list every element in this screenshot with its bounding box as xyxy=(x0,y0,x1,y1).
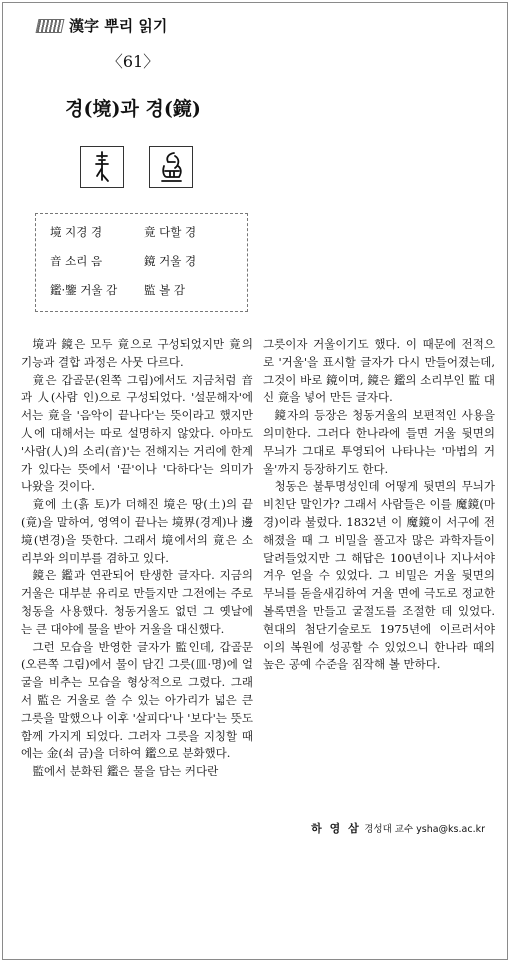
glossary-item: 監 볼 감 xyxy=(144,283,186,297)
glossary-item: 鑑·鑒 거울 감 xyxy=(50,283,118,297)
article-paragraph: 鏡자의 등장은 청동거울의 보편적인 사용을 의미한다. 그러다 한나라에 들면 거울 뒷면의 무늬가 그대로 투영되어 나타나는 '마법의 거울'까지 등장하기도 한다. xyxy=(263,408,495,476)
article-column-right xyxy=(263,336,495,674)
article-paragraph: 鏡은 鑑과 연관되어 탄생한 글자다. 지금의 거울은 대부분 유리로 만들지만 그전에는 주로 청동을 사용했다. 청동거울도 없던 그 옛날에는 큰 대야에 물을 받아 거울을 대신했다. xyxy=(21,568,253,636)
article-paragraph: 청동은 불투명성인데 어떻게 뒷면의 무늬가 비친단 말인가? 그래서 사람들은 이를 魔鏡(마경)이라 불렀다. 1832년 이 魔鏡이 서구에 전해졌을 때 그 비밀을 풀고자 많은 과학자들이 달려들었지만 그 해답은 100년이나 지나서야 겨우 얻을 수 있었다. 그 비밀은 거울 뒷면의 무늬를 돋을새김하여 거울 면에 극도로 정교한 볼록면을 만들고 굴절도를 조절한 데 있었다. 현대의 첨단기술로도 1975년에 이르러서야 이의 복원에 성공할 수 있었으니 한나라 때의 높은 공예 수준을 짐작해 볼 만하다. xyxy=(263,479,495,672)
article-frame xyxy=(2,2,508,960)
headline: 경(境)과 경(鏡) xyxy=(65,98,201,120)
issue-number: 〈61〉 xyxy=(106,52,160,71)
article-paragraph: 그런 모습을 반영한 글자가 監인데, 갑골문(오른쪽 그림)에서 물이 담긴 그릇(皿·명)에 얼굴을 비추는 모습을 형상적으로 그렸다. 그래서 監은 거울로 쓸 수 있는 아가리가 넓은 큰 그릇을 말했으나 이후 '살피다'나 '보다'는 뜻도 함께 가지게 되었다. 그러자 그릇을 지칭할 때에는 金(쇠 금)을 더하여 鑑으로 분화했다. xyxy=(21,639,253,761)
article-paragraph: 境과 鏡은 모두 竟으로 구성되었지만 竟의 기능과 결합 과정은 사뭇 다르다. xyxy=(21,337,253,369)
glossary-item: 竟 다할 경 xyxy=(144,225,197,239)
article-paragraph: 竟에 土(흙 토)가 더해진 境은 땅(土)의 끝(竟)을 말하여, 영역이 끝나는 境界(경계)나 邊境(변경)을 뜻한다. 그래서 境에서의 竟은 소리부와 의미부를 겸하고 있다. xyxy=(21,497,253,565)
glossary-item: 境 지경 경 xyxy=(50,225,103,239)
book-icon xyxy=(36,19,65,33)
character-glossary-box xyxy=(35,213,248,312)
article-paragraph: 竟은 갑골문(왼쪽 그림)에서도 지금처럼 音과 人(사람 인)으로 구성되었다. '설문해자'에서는 竟을 '음악이 끝나다'는 뜻이라고 했지만 人에 대해서는 따로 설명하지 않았다. 아마도 '사람(人)의 소리(音)'는 전해지는 거리에 한계가 있다는 뜻에서 '끝'이나 '다하다'는 의미가 나왔을 것이다. xyxy=(21,372,253,494)
article-paragraph: 監에서 분화된 鑑은 물을 담는 커다란 xyxy=(32,764,219,779)
glossary-item: 音 소리 음 xyxy=(50,254,103,268)
author-name: 하 영 삼 xyxy=(311,822,361,835)
article-column-left xyxy=(21,336,253,781)
oracle-glyph-jian-icon xyxy=(156,150,186,184)
oracle-glyph-jing-icon xyxy=(87,150,117,184)
oracle-bone-glyph-right xyxy=(149,146,193,188)
oracle-bone-glyph-left xyxy=(80,146,124,188)
author-byline xyxy=(311,820,485,836)
glossary-item: 鏡 거울 경 xyxy=(144,254,197,268)
article-paragraph: 그릇이자 거울이기도 했다. 이 때문에 전적으로 '거울'을 표시할 글자가 다시 만들어졌는데, 그것이 바로 鏡이며, 鏡은 鑑의 소리부인 監 대신 竟을 넣어 만든 글자다. xyxy=(263,337,495,405)
series-title-text: 漢字 뿌리 읽기 xyxy=(69,17,168,35)
column-series-title xyxy=(37,15,167,36)
author-affiliation: 경성대 교수 ysha@ks.ac.kr xyxy=(364,824,485,835)
